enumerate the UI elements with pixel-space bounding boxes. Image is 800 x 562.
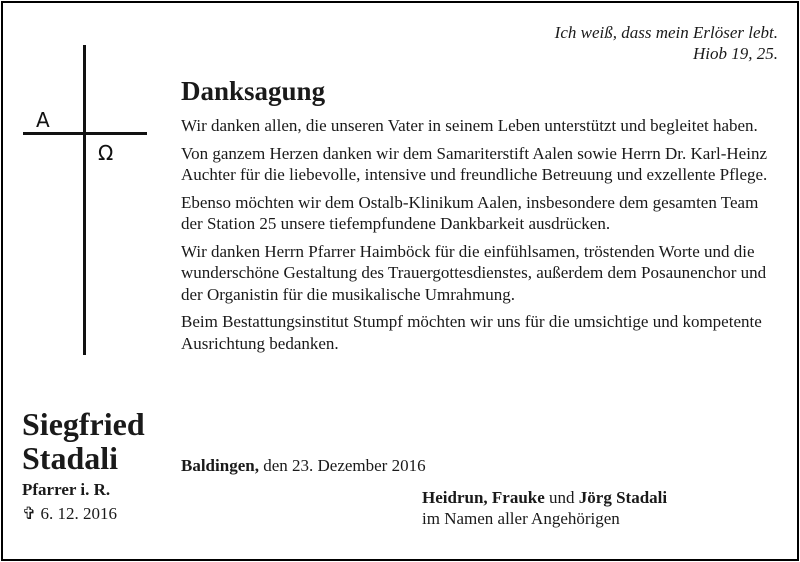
- deceased-role: Pfarrer i. R.: [22, 480, 111, 499]
- signers-block: [422, 487, 667, 529]
- paragraph: Ebenso möchten wir dem Ostalb-Klinikum Aalen, insbesondere dem gesamten Team der Station 25 unsere tiefempfundene Dankbarkeit ausdrücken.: [181, 192, 759, 233]
- death-date: 6. 12. 2016: [36, 504, 117, 523]
- quote-text: Ich weiß, dass mein Erlöser lebt.: [554, 23, 778, 42]
- cross-vertical-bar: [83, 45, 86, 355]
- date: den 23. Dezember 2016: [258, 456, 426, 475]
- signer-name: Frauke: [491, 488, 545, 507]
- deceased-name: [22, 407, 145, 475]
- deceased-first-name: Siegfried: [22, 406, 145, 442]
- paragraph: Wir danken allen, die unseren Vater in seinem Leben unterstützt und begleitet haben.: [181, 116, 758, 135]
- signer-name: Heidrun,: [422, 488, 488, 507]
- signer-names: [422, 487, 667, 508]
- paragraph: Beim Bestattungsinstitut Stumpf möchten wir uns für die umsichtige und kompetente Ausrichtung bedanken.: [181, 312, 762, 353]
- quote-source: Hiob 19, 25.: [693, 44, 778, 63]
- notice-body: [181, 115, 781, 360]
- paragraph: Wir danken Herrn Pfarrer Haimböck für die einfühlsamen, tröstenden Worte und die wunderschöne Gestaltung des Trauergottesdienstes, außerdem dem Posaunenchor und der Organistin für die musikalische Umrahmung.: [181, 241, 767, 304]
- signers-subline: im Namen aller Angehörigen: [422, 509, 620, 528]
- place: Baldingen,: [181, 456, 259, 475]
- cross-horizontal-bar: [23, 132, 147, 135]
- place-and-date: [181, 455, 426, 476]
- bible-quote: [555, 22, 778, 64]
- death-cross-icon: ✞: [22, 504, 37, 523]
- deceased-last-name: Stadali: [22, 440, 119, 476]
- death-date-line: [22, 503, 117, 524]
- signer-name: Jörg Stadali: [578, 488, 668, 507]
- notice-title: Danksagung: [181, 76, 326, 106]
- omega-symbol: Ω: [98, 141, 114, 165]
- alpha-symbol: A: [36, 108, 50, 132]
- paragraph: Von ganzem Herzen danken wir dem Samariterstift Aalen sowie Herrn Dr. Karl-Heinz Auchter für die liebevolle, intensive und freundliche Betreuung und exzellente Pflege.: [181, 143, 768, 184]
- signer-conjunction: und: [544, 488, 579, 507]
